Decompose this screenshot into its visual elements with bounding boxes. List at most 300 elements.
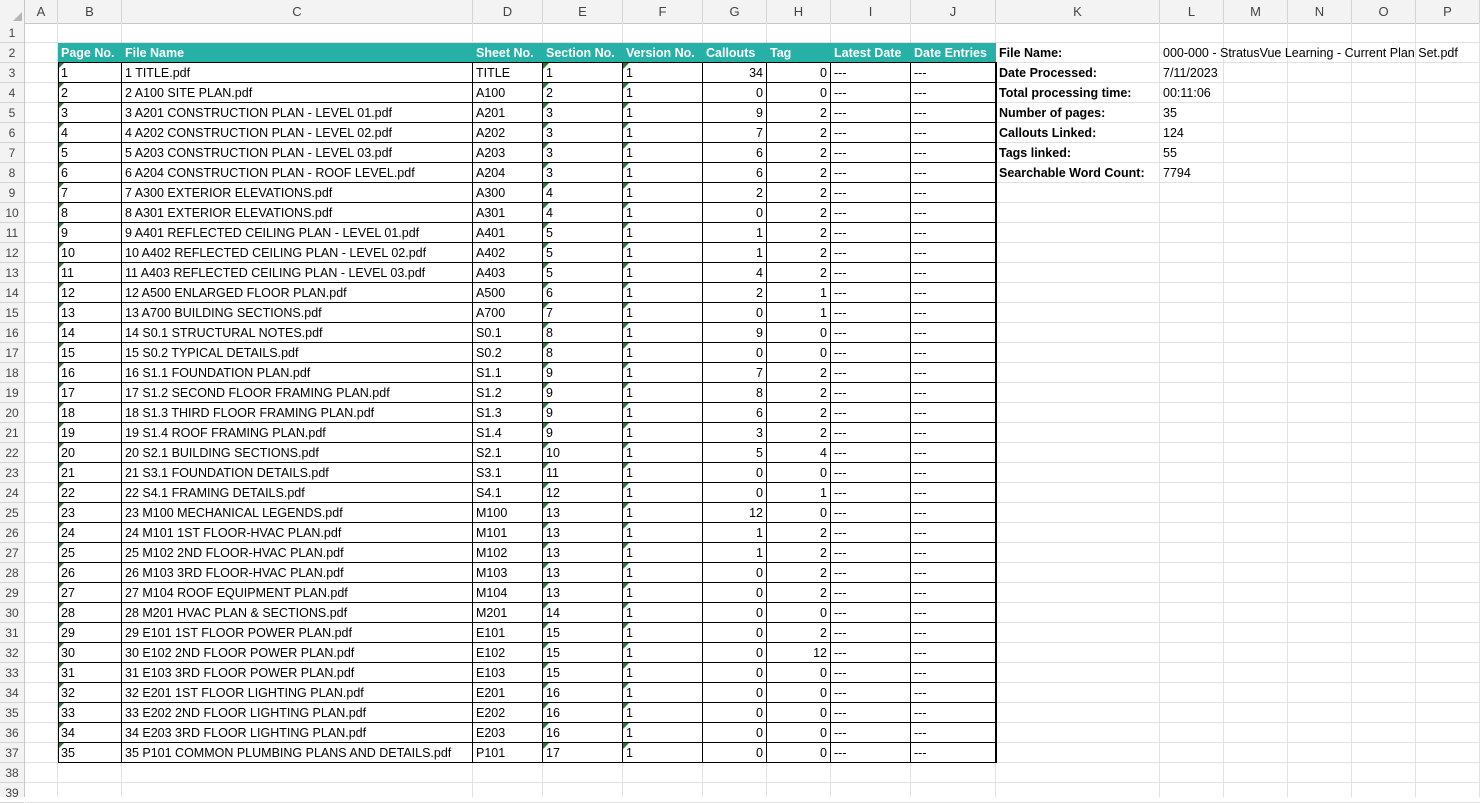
table-cell[interactable]: ---: [911, 243, 996, 263]
table-cell[interactable]: 6: [703, 163, 767, 183]
table-cell[interactable]: ---: [831, 223, 911, 243]
table-cell[interactable]: 2: [767, 263, 831, 283]
table-cell[interactable]: 19: [58, 423, 122, 443]
table-cell[interactable]: A201: [473, 103, 543, 123]
table-cell[interactable]: ---: [911, 343, 996, 363]
table-cell[interactable]: M201: [473, 603, 543, 623]
table-cell[interactable]: 3: [543, 103, 623, 123]
column-header-l[interactable]: L: [1160, 0, 1224, 23]
table-cell[interactable]: 16 S1.1 FOUNDATION PLAN.pdf: [122, 363, 473, 383]
table-cell[interactable]: 0: [767, 663, 831, 683]
table-cell[interactable]: 1: [623, 203, 703, 223]
table-cell[interactable]: ---: [911, 403, 996, 423]
table-cell[interactable]: 1: [623, 303, 703, 323]
table-cell[interactable]: 1: [623, 63, 703, 83]
table-cell[interactable]: 0: [703, 303, 767, 323]
table-cell[interactable]: 0: [767, 83, 831, 103]
row-header-8[interactable]: 8: [0, 163, 24, 183]
table-cell[interactable]: 1: [703, 243, 767, 263]
table-cell[interactable]: 12: [543, 483, 623, 503]
table-cell[interactable]: 1: [623, 323, 703, 343]
table-cell[interactable]: 32: [58, 683, 122, 703]
table-cell[interactable]: ---: [831, 263, 911, 283]
column-header-o[interactable]: O: [1352, 0, 1416, 23]
table-cell[interactable]: M100: [473, 503, 543, 523]
table-cell[interactable]: 1: [767, 303, 831, 323]
table-cell[interactable]: 9: [543, 363, 623, 383]
table-cell[interactable]: 6: [703, 403, 767, 423]
table-cell[interactable]: 33: [58, 703, 122, 723]
table-cell[interactable]: 2: [767, 583, 831, 603]
table-cell[interactable]: ---: [911, 723, 996, 743]
table-cell[interactable]: S2.1: [473, 443, 543, 463]
table-cell[interactable]: ---: [911, 143, 996, 163]
table-cell[interactable]: A401: [473, 223, 543, 243]
row-header-15[interactable]: 15: [0, 303, 24, 323]
table-cell[interactable]: 1: [623, 183, 703, 203]
table-cell[interactable]: 0: [767, 743, 831, 763]
table-cell[interactable]: 2: [767, 123, 831, 143]
table-cell[interactable]: 18 S1.3 THIRD FLOOR FRAMING PLAN.pdf: [122, 403, 473, 423]
table-cell[interactable]: 20 S2.1 BUILDING SECTIONS.pdf: [122, 443, 473, 463]
table-cell[interactable]: 0: [703, 743, 767, 763]
table-cell[interactable]: 0: [703, 83, 767, 103]
table-cell[interactable]: ---: [911, 443, 996, 463]
row-header-37[interactable]: 37: [0, 743, 24, 763]
table-cell[interactable]: 3: [58, 103, 122, 123]
table-cell[interactable]: 15: [58, 343, 122, 363]
table-cell[interactable]: ---: [911, 203, 996, 223]
table-cell[interactable]: 0: [703, 203, 767, 223]
table-cell[interactable]: 0: [767, 63, 831, 83]
table-cell[interactable]: ---: [911, 503, 996, 523]
table-cell[interactable]: 7 A300 EXTERIOR ELEVATIONS.pdf: [122, 183, 473, 203]
table-cell[interactable]: ---: [831, 583, 911, 603]
column-header-i[interactable]: I: [831, 0, 911, 23]
table-cell[interactable]: 2: [58, 83, 122, 103]
table-cell[interactable]: 1: [623, 423, 703, 443]
table-cell[interactable]: 2: [767, 183, 831, 203]
table-cell[interactable]: 12: [767, 643, 831, 663]
table-cell[interactable]: 4: [543, 183, 623, 203]
table-cell[interactable]: 1: [623, 523, 703, 543]
column-header-m[interactable]: M: [1224, 0, 1288, 23]
table-cell[interactable]: 0: [767, 323, 831, 343]
table-cell[interactable]: 1: [623, 143, 703, 163]
table-cell[interactable]: 3: [703, 423, 767, 443]
table-cell[interactable]: ---: [831, 183, 911, 203]
table-cell[interactable]: 5: [703, 443, 767, 463]
table-cell[interactable]: ---: [911, 663, 996, 683]
row-header-21[interactable]: 21: [0, 423, 24, 443]
table-cell[interactable]: 1: [58, 63, 122, 83]
table-cell[interactable]: 23: [58, 503, 122, 523]
table-cell[interactable]: ---: [911, 743, 996, 763]
table-cell[interactable]: ---: [831, 623, 911, 643]
table-cell[interactable]: 0: [703, 603, 767, 623]
table-cell[interactable]: 1: [623, 263, 703, 283]
table-cell[interactable]: 1: [623, 343, 703, 363]
table-cell[interactable]: ---: [911, 643, 996, 663]
row-header-18[interactable]: 18: [0, 363, 24, 383]
table-cell[interactable]: 3 A201 CONSTRUCTION PLAN - LEVEL 01.pdf: [122, 103, 473, 123]
table-cell[interactable]: ---: [911, 63, 996, 83]
row-header-20[interactable]: 20: [0, 403, 24, 423]
table-cell[interactable]: 22: [58, 483, 122, 503]
table-cell[interactable]: 12: [58, 283, 122, 303]
table-cell[interactable]: 1: [623, 463, 703, 483]
table-cell[interactable]: ---: [831, 343, 911, 363]
table-cell[interactable]: 7: [703, 363, 767, 383]
table-cell[interactable]: 17 S1.2 SECOND FLOOR FRAMING PLAN.pdf: [122, 383, 473, 403]
table-cell[interactable]: 1: [623, 483, 703, 503]
table-cell[interactable]: E202: [473, 703, 543, 723]
table-cell[interactable]: 8: [58, 203, 122, 223]
table-cell[interactable]: 28 M201 HVAC PLAN & SECTIONS.pdf: [122, 603, 473, 623]
table-cell[interactable]: 1: [623, 363, 703, 383]
table-cell[interactable]: ---: [831, 503, 911, 523]
table-cell[interactable]: 9: [543, 403, 623, 423]
row-header-39[interactable]: 39: [0, 783, 24, 803]
info-value[interactable]: 7794: [1163, 166, 1191, 180]
table-cell[interactable]: 25 M102 2ND FLOOR-HVAC PLAN.pdf: [122, 543, 473, 563]
table-cell[interactable]: ---: [911, 383, 996, 403]
table-cell[interactable]: 2: [767, 223, 831, 243]
table-cell[interactable]: ---: [911, 563, 996, 583]
table-cell[interactable]: ---: [831, 723, 911, 743]
table-cell[interactable]: A700: [473, 303, 543, 323]
table-cell[interactable]: E103: [473, 663, 543, 683]
table-cell[interactable]: 5: [58, 143, 122, 163]
table-cell[interactable]: ---: [911, 543, 996, 563]
table-cell[interactable]: S1.3: [473, 403, 543, 423]
table-cell[interactable]: 28: [58, 603, 122, 623]
table-cell[interactable]: ---: [831, 663, 911, 683]
table-cell[interactable]: ---: [831, 203, 911, 223]
table-cell[interactable]: 0: [703, 583, 767, 603]
table-cell[interactable]: ---: [911, 583, 996, 603]
table-cell[interactable]: 5: [543, 263, 623, 283]
table-cell[interactable]: 1: [623, 123, 703, 143]
table-cell[interactable]: 1: [623, 643, 703, 663]
table-cell[interactable]: ---: [911, 463, 996, 483]
table-cell[interactable]: ---: [911, 103, 996, 123]
table-cell[interactable]: 1: [623, 603, 703, 623]
row-header-11[interactable]: 11: [0, 223, 24, 243]
table-cell[interactable]: A300: [473, 183, 543, 203]
table-cell[interactable]: 20: [58, 443, 122, 463]
table-cell[interactable]: 2: [543, 83, 623, 103]
table-cell[interactable]: ---: [831, 543, 911, 563]
table-cell[interactable]: 29: [58, 623, 122, 643]
table-cell[interactable]: 13: [543, 503, 623, 523]
table-cell[interactable]: 2: [767, 163, 831, 183]
table-cell[interactable]: 5: [543, 243, 623, 263]
table-cell[interactable]: ---: [911, 363, 996, 383]
table-cell[interactable]: 2: [767, 543, 831, 563]
table-cell[interactable]: 15: [543, 643, 623, 663]
table-cell[interactable]: ---: [911, 123, 996, 143]
table-cell[interactable]: S0.1: [473, 323, 543, 343]
row-header-17[interactable]: 17: [0, 343, 24, 363]
table-cell[interactable]: 9: [543, 383, 623, 403]
table-cell[interactable]: ---: [911, 423, 996, 443]
table-cell[interactable]: 1: [623, 503, 703, 523]
table-cell[interactable]: 34: [703, 63, 767, 83]
table-cell[interactable]: 35: [58, 743, 122, 763]
table-cell[interactable]: 6: [58, 163, 122, 183]
table-cell[interactable]: 14: [58, 323, 122, 343]
table-cell[interactable]: 7: [543, 303, 623, 323]
table-cell[interactable]: 8: [543, 323, 623, 343]
table-cell[interactable]: 1: [623, 683, 703, 703]
table-cell[interactable]: ---: [831, 383, 911, 403]
table-cell[interactable]: 0: [767, 703, 831, 723]
table-cell[interactable]: ---: [831, 703, 911, 723]
table-cell[interactable]: ---: [831, 323, 911, 343]
table-cell[interactable]: ---: [911, 283, 996, 303]
table-cell[interactable]: ---: [831, 563, 911, 583]
row-header-3[interactable]: 3: [0, 63, 24, 83]
table-cell[interactable]: ---: [831, 103, 911, 123]
table-cell[interactable]: 0: [703, 663, 767, 683]
row-header-25[interactable]: 25: [0, 503, 24, 523]
info-value[interactable]: 124: [1163, 126, 1184, 140]
table-cell[interactable]: 27: [58, 583, 122, 603]
table-cell[interactable]: 32 E201 1ST FLOOR LIGHTING PLAN.pdf: [122, 683, 473, 703]
table-cell[interactable]: 31: [58, 663, 122, 683]
table-cell[interactable]: ---: [911, 303, 996, 323]
row-header-35[interactable]: 35: [0, 703, 24, 723]
table-cell[interactable]: 17: [543, 743, 623, 763]
table-cell[interactable]: 2: [767, 383, 831, 403]
table-cell[interactable]: ---: [911, 263, 996, 283]
table-cell[interactable]: 2: [767, 403, 831, 423]
table-cell[interactable]: 0: [703, 623, 767, 643]
table-cell[interactable]: 4 A202 CONSTRUCTION PLAN - LEVEL 02.pdf: [122, 123, 473, 143]
row-header-26[interactable]: 26: [0, 523, 24, 543]
table-cell[interactable]: 30: [58, 643, 122, 663]
table-cell[interactable]: 9: [543, 423, 623, 443]
column-header-e[interactable]: E: [543, 0, 623, 23]
table-cell[interactable]: 11 A403 REFLECTED CEILING PLAN - LEVEL 03.pdf: [122, 263, 473, 283]
table-cell[interactable]: ---: [831, 303, 911, 323]
table-cell[interactable]: 1: [703, 223, 767, 243]
table-cell[interactable]: 9: [58, 223, 122, 243]
table-cell[interactable]: 1: [767, 483, 831, 503]
table-cell[interactable]: ---: [831, 643, 911, 663]
table-cell[interactable]: M102: [473, 543, 543, 563]
table-cell[interactable]: ---: [831, 523, 911, 543]
row-header-32[interactable]: 32: [0, 643, 24, 663]
column-header-k[interactable]: K: [996, 0, 1160, 23]
row-header-1[interactable]: 1: [0, 23, 24, 43]
table-cell[interactable]: 17: [58, 383, 122, 403]
row-header-7[interactable]: 7: [0, 143, 24, 163]
table-cell[interactable]: A403: [473, 263, 543, 283]
table-cell[interactable]: 0: [703, 463, 767, 483]
table-cell[interactable]: 14: [543, 603, 623, 623]
column-header-d[interactable]: D: [473, 0, 543, 23]
table-cell[interactable]: 1: [767, 283, 831, 303]
column-header-n[interactable]: N: [1288, 0, 1352, 23]
table-cell[interactable]: 1: [623, 743, 703, 763]
table-cell[interactable]: 33 E202 2ND FLOOR LIGHTING PLAN.pdf: [122, 703, 473, 723]
table-cell[interactable]: 0: [767, 503, 831, 523]
row-header-9[interactable]: 9: [0, 183, 24, 203]
table-cell[interactable]: 0: [703, 683, 767, 703]
row-header-38[interactable]: 38: [0, 763, 24, 783]
table-cell[interactable]: 4: [703, 263, 767, 283]
table-cell[interactable]: 11: [543, 463, 623, 483]
table-cell[interactable]: ---: [831, 683, 911, 703]
row-header-33[interactable]: 33: [0, 663, 24, 683]
table-cell[interactable]: E201: [473, 683, 543, 703]
table-cell[interactable]: 1: [623, 383, 703, 403]
table-cell[interactable]: 1: [623, 403, 703, 423]
table-cell[interactable]: 16: [58, 363, 122, 383]
row-header-30[interactable]: 30: [0, 603, 24, 623]
table-cell[interactable]: 21: [58, 463, 122, 483]
table-cell[interactable]: 1: [623, 243, 703, 263]
table-cell[interactable]: 10: [543, 443, 623, 463]
column-header-g[interactable]: G: [703, 0, 767, 23]
table-cell[interactable]: 13: [543, 563, 623, 583]
table-cell[interactable]: E101: [473, 623, 543, 643]
table-cell[interactable]: 22 S4.1 FRAMING DETAILS.pdf: [122, 483, 473, 503]
table-cell[interactable]: 34: [58, 723, 122, 743]
table-cell[interactable]: E203: [473, 723, 543, 743]
table-cell[interactable]: 13: [58, 303, 122, 323]
table-cell[interactable]: 2: [703, 183, 767, 203]
table-cell[interactable]: ---: [831, 163, 911, 183]
table-cell[interactable]: 0: [767, 463, 831, 483]
table-cell[interactable]: A204: [473, 163, 543, 183]
table-cell[interactable]: 9: [703, 103, 767, 123]
table-cell[interactable]: 31 E103 3RD FLOOR POWER PLAN.pdf: [122, 663, 473, 683]
table-cell[interactable]: 26 M103 3RD FLOOR-HVAC PLAN.pdf: [122, 563, 473, 583]
table-cell[interactable]: ---: [831, 123, 911, 143]
table-cell[interactable]: S3.1: [473, 463, 543, 483]
table-cell[interactable]: 5: [543, 223, 623, 243]
table-cell[interactable]: 4: [767, 443, 831, 463]
table-cell[interactable]: 24: [58, 523, 122, 543]
table-cell[interactable]: S1.2: [473, 383, 543, 403]
table-cell[interactable]: 1: [623, 623, 703, 643]
row-header-22[interactable]: 22: [0, 443, 24, 463]
table-cell[interactable]: ---: [911, 323, 996, 343]
table-cell[interactable]: 2: [767, 423, 831, 443]
table-cell[interactable]: 1: [623, 223, 703, 243]
table-cell[interactable]: 7: [703, 123, 767, 143]
table-cell[interactable]: 29 E101 1ST FLOOR POWER PLAN.pdf: [122, 623, 473, 643]
info-value[interactable]: 00:11:06: [1163, 86, 1211, 100]
table-cell[interactable]: 1: [623, 723, 703, 743]
table-cell[interactable]: 2: [767, 203, 831, 223]
info-value[interactable]: 55: [1163, 146, 1177, 160]
table-cell[interactable]: 2: [703, 283, 767, 303]
table-cell[interactable]: 2: [767, 623, 831, 643]
table-cell[interactable]: 13: [543, 523, 623, 543]
table-cell[interactable]: 0: [767, 723, 831, 743]
table-cell[interactable]: 35 P101 COMMON PLUMBING PLANS AND DETAILS.pdf: [122, 743, 473, 763]
row-header-29[interactable]: 29: [0, 583, 24, 603]
table-cell[interactable]: 25: [58, 543, 122, 563]
table-cell[interactable]: 2: [767, 243, 831, 263]
table-cell[interactable]: S1.4: [473, 423, 543, 443]
table-cell[interactable]: 14 S0.1 STRUCTURAL NOTES.pdf: [122, 323, 473, 343]
table-cell[interactable]: 1: [623, 583, 703, 603]
table-cell[interactable]: ---: [831, 443, 911, 463]
column-header-j[interactable]: J: [911, 0, 996, 23]
table-cell[interactable]: 1: [623, 283, 703, 303]
table-cell[interactable]: ---: [911, 163, 996, 183]
table-cell[interactable]: 9: [703, 323, 767, 343]
table-cell[interactable]: 16: [543, 723, 623, 743]
table-cell[interactable]: 3: [543, 163, 623, 183]
table-cell[interactable]: 0: [703, 483, 767, 503]
table-cell[interactable]: 7: [58, 183, 122, 203]
table-cell[interactable]: 0: [703, 563, 767, 583]
row-header-13[interactable]: 13: [0, 263, 24, 283]
table-cell[interactable]: 0: [767, 343, 831, 363]
table-cell[interactable]: A202: [473, 123, 543, 143]
column-header-b[interactable]: B: [58, 0, 122, 23]
table-cell[interactable]: 8: [703, 383, 767, 403]
table-cell[interactable]: 3: [543, 143, 623, 163]
table-cell[interactable]: 2: [767, 563, 831, 583]
table-cell[interactable]: ---: [831, 743, 911, 763]
row-header-36[interactable]: 36: [0, 723, 24, 743]
column-header-h[interactable]: H: [767, 0, 831, 23]
table-cell[interactable]: 26: [58, 563, 122, 583]
table-cell[interactable]: 11: [58, 263, 122, 283]
row-header-12[interactable]: 12: [0, 243, 24, 263]
table-cell[interactable]: 1: [623, 543, 703, 563]
table-cell[interactable]: 12 A500 ENLARGED FLOOR PLAN.pdf: [122, 283, 473, 303]
table-cell[interactable]: ---: [831, 83, 911, 103]
row-header-14[interactable]: 14: [0, 283, 24, 303]
table-cell[interactable]: 27 M104 ROOF EQUIPMENT PLAN.pdf: [122, 583, 473, 603]
table-cell[interactable]: A203: [473, 143, 543, 163]
table-cell[interactable]: 15: [543, 663, 623, 683]
table-cell[interactable]: ---: [911, 483, 996, 503]
table-cell[interactable]: 16: [543, 683, 623, 703]
table-cell[interactable]: ---: [831, 363, 911, 383]
table-cell[interactable]: 1: [543, 63, 623, 83]
table-cell[interactable]: 8: [543, 343, 623, 363]
table-cell[interactable]: 2: [767, 363, 831, 383]
table-cell[interactable]: A100: [473, 83, 543, 103]
table-cell[interactable]: ---: [911, 683, 996, 703]
table-cell[interactable]: S1.1: [473, 363, 543, 383]
table-cell[interactable]: 1: [703, 543, 767, 563]
table-cell[interactable]: M103: [473, 563, 543, 583]
table-cell[interactable]: 6: [543, 283, 623, 303]
table-cell[interactable]: ---: [831, 603, 911, 623]
select-all-corner[interactable]: [0, 0, 25, 23]
table-cell[interactable]: 0: [703, 703, 767, 723]
table-cell[interactable]: 2 A100 SITE PLAN.pdf: [122, 83, 473, 103]
table-cell[interactable]: ---: [911, 183, 996, 203]
table-cell[interactable]: ---: [911, 603, 996, 623]
table-cell[interactable]: ---: [911, 83, 996, 103]
table-cell[interactable]: 16: [543, 703, 623, 723]
table-cell[interactable]: 15: [543, 623, 623, 643]
row-header-19[interactable]: 19: [0, 383, 24, 403]
table-cell[interactable]: 12: [703, 503, 767, 523]
table-cell[interactable]: 1: [623, 703, 703, 723]
